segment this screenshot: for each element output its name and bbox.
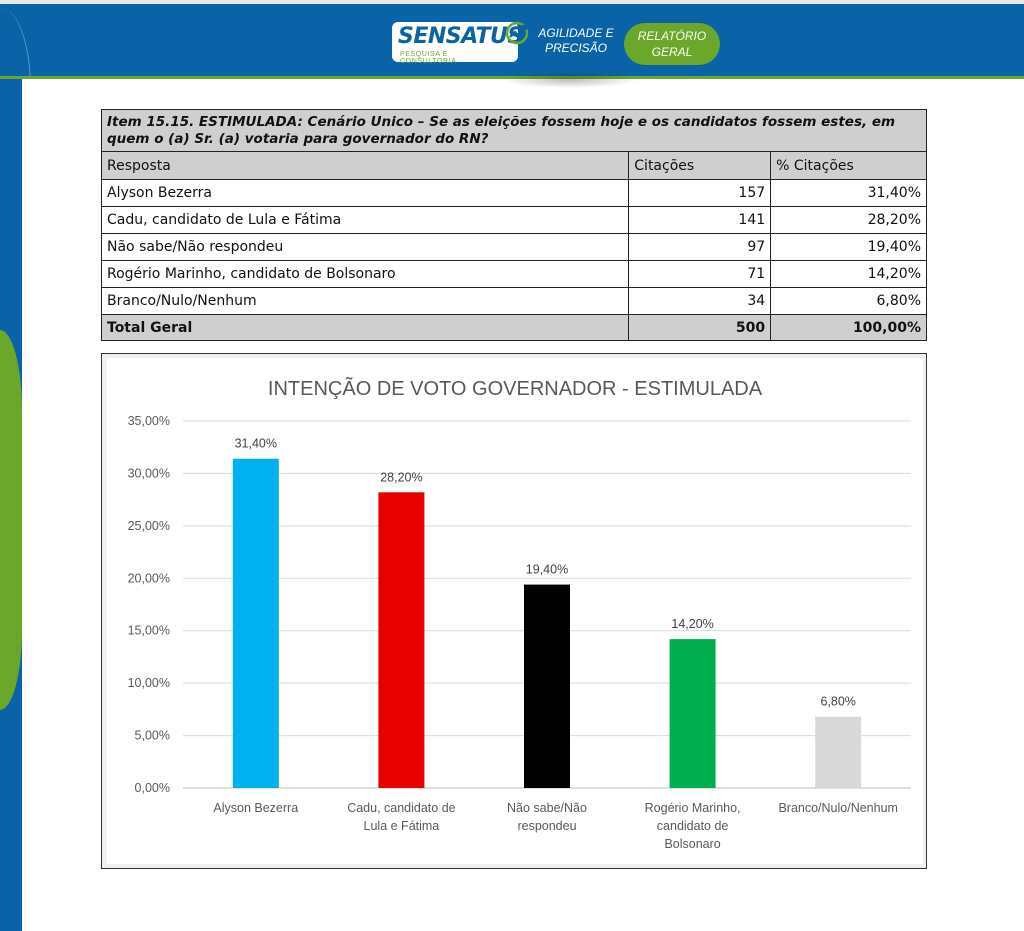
bar xyxy=(233,459,279,788)
chart-panel xyxy=(101,353,927,869)
tagline-line2: PRECISÃO xyxy=(544,41,607,55)
total-percent: 100,00% xyxy=(771,315,927,341)
results-table xyxy=(101,109,927,341)
left-side-accent xyxy=(0,330,22,710)
bar xyxy=(524,585,570,788)
x-category-label: Lula e Fátima xyxy=(363,819,440,833)
table-row xyxy=(102,180,927,207)
chart-area xyxy=(107,358,923,864)
y-tick-label: 10,00% xyxy=(127,676,170,691)
y-tick-label: 20,00% xyxy=(127,571,170,586)
cell-response: Branco/Nulo/Nenhum xyxy=(102,288,629,315)
data-label: 14,20% xyxy=(671,617,714,632)
cell-percent: 6,80% xyxy=(771,288,927,315)
cell-response: Alyson Bezerra xyxy=(102,180,629,207)
data-label: 28,20% xyxy=(380,470,423,485)
badge-line1: RELATÓRIO xyxy=(637,29,707,43)
cell-citations: 157 xyxy=(629,180,771,207)
bar-chart xyxy=(107,358,923,864)
column-header-percent: % Citações xyxy=(771,152,927,180)
question-row xyxy=(102,110,927,152)
x-category-label: Cadu, candidato de xyxy=(347,801,456,815)
column-header-citations: Citações xyxy=(629,152,771,180)
x-category-label: Não sabe/Não xyxy=(507,801,587,815)
table-row xyxy=(102,234,927,261)
chart-trend-icon xyxy=(504,20,530,46)
x-category-label: respondeu xyxy=(517,819,577,833)
cell-percent: 31,40% xyxy=(771,180,927,207)
x-category-label: Rogério Marinho, xyxy=(644,801,741,815)
question-text: Item 15.15. ESTIMULADA: Cenário Unico – Se as eleições fossem hoje e os candidatos fossem estes, em quem o (a) Sr. (a) votaria para governador do RN? xyxy=(102,110,927,152)
logo-text: SENSATUS xyxy=(398,24,523,49)
y-tick-label: 15,00% xyxy=(127,623,170,638)
chart-title: INTENÇÃO DE VOTO GOVERNADOR - ESTIMULADA xyxy=(267,378,763,400)
cell-percent: 19,40% xyxy=(771,234,927,261)
bar xyxy=(670,639,716,788)
y-tick-label: 5,00% xyxy=(134,728,170,743)
column-header-response: Resposta xyxy=(102,152,629,180)
cell-citations: 141 xyxy=(629,207,771,234)
y-tick-label: 30,00% xyxy=(127,466,170,481)
header-shadow xyxy=(500,72,640,88)
x-category-label: Branco/Nulo/Nenhum xyxy=(778,801,898,815)
cell-response: Rogério Marinho, candidato de Bolsonaro xyxy=(102,261,629,288)
badge-line2: GERAL xyxy=(651,45,693,59)
cell-citations: 34 xyxy=(629,288,771,315)
table-row xyxy=(102,207,927,234)
x-category-label: candidato de xyxy=(656,819,729,833)
y-tick-label: 35,00% xyxy=(127,414,170,428)
table-row xyxy=(102,261,927,288)
report-badge xyxy=(624,23,720,65)
data-label: 19,40% xyxy=(525,562,569,577)
logo-subtext: PESQUISA E CONSULTORIA xyxy=(400,51,457,65)
header-row xyxy=(102,152,927,180)
cell-percent: 28,20% xyxy=(771,207,927,234)
total-citations: 500 xyxy=(629,315,771,341)
bar xyxy=(815,717,861,788)
table-row xyxy=(102,288,927,315)
cell-percent: 14,20% xyxy=(771,261,927,288)
tagline xyxy=(536,26,616,56)
data-label: 31,40% xyxy=(234,436,278,451)
cell-citations: 97 xyxy=(629,234,771,261)
x-category-label: Bolsonaro xyxy=(664,837,721,851)
total-row xyxy=(102,315,927,341)
total-label: Total Geral xyxy=(102,315,629,341)
tagline-line1: AGILIDADE E xyxy=(538,26,614,40)
cell-response: Não sabe/Não respondeu xyxy=(102,234,629,261)
cell-response: Cadu, candidato de Lula e Fátima xyxy=(102,207,629,234)
cell-citations: 71 xyxy=(629,261,771,288)
y-tick-label: 0,00% xyxy=(134,781,170,795)
data-label: 6,80% xyxy=(820,694,856,709)
bar xyxy=(378,492,424,788)
x-category-label: Alyson Bezerra xyxy=(213,801,299,815)
y-tick-label: 25,00% xyxy=(127,518,170,533)
